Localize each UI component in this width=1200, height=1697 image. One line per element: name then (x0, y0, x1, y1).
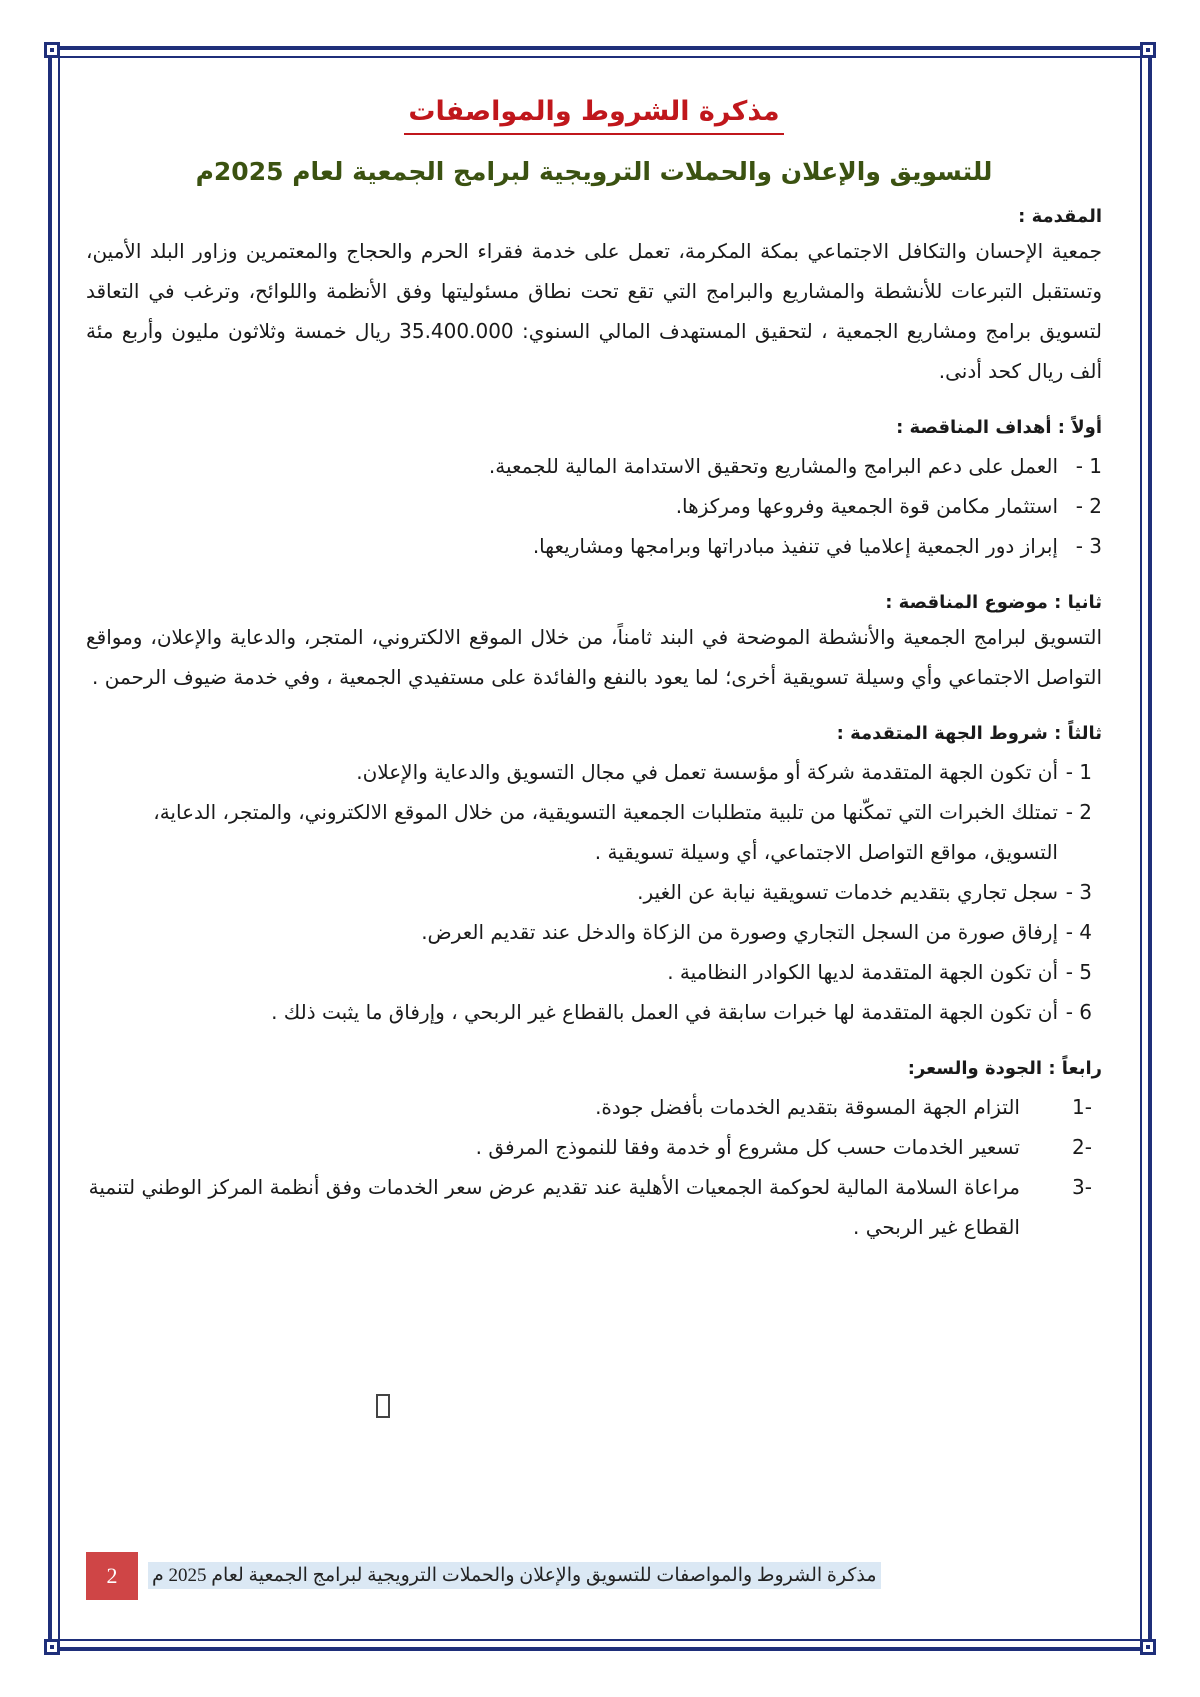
list-item (86, 446, 1102, 486)
item-number: 1 - (1065, 760, 1092, 784)
list-item (86, 872, 1102, 912)
conditions-section (86, 723, 1102, 1032)
list-item (86, 486, 1102, 526)
item-number: 2 - (1065, 800, 1092, 824)
list-item (86, 912, 1102, 952)
intro-paragraph: جمعية الإحسان والتكافل الاجتماعي بمكة المكرمة، تعمل على خدمة فقراء الحرم والحجاج والمعتمرين وزاور البلد الأمين، وتستقبل التبرعات للأنشطة والمشاريع والبرامج التي تقع تحت نطاق مسئوليتها وفق الأنظمة واللوائح، وترغب في التعاقد لتسويق برامج ومشاريع الجمعية ، لتحقيق المستهدف المالي السنوي: 35.400.000 ريال خمسة وثلاثون مليون وأربع مئة ألف ريال كحد أدنى. (86, 239, 1102, 383)
item-text: أن تكون الجهة المتقدمة لها خبرات سابقة في العمل بالقطاع غير الربحي ، وإرفاق ما يثبت ذلك . (271, 1000, 1058, 1024)
item-number: -1 (1072, 1095, 1092, 1119)
item-text: استثمار مكامن قوة الجمعية وفروعها ومركزها. (675, 494, 1058, 518)
subject-paragraph: التسويق لبرامج الجمعية والأنشطة الموضحة في البند ثامناً، من خلال الموقع الالكتروني، المتجر، والدعاية والإعلان، ومواقع التواصل الاجتماعي وأي وسيلة تسويقية أخرى؛ لما يعود بالنفع والفائدة على مستفيدي الجمعية ، وفي خدمة ضيوف الرحمن . (86, 625, 1102, 689)
subject-section (86, 592, 1102, 697)
item-text: أن تكون الجهة المتقدمة شركة أو مؤسسة تعمل في مجال التسويق والدعاية والإعلان. (356, 760, 1058, 784)
item-number: 2 - (1075, 494, 1102, 518)
section-heading: ثانيا : موضوع المناقصة : (885, 592, 1102, 613)
list-item (86, 792, 1102, 872)
item-text: إرفاق صورة من السجل التجاري وصورة من الزكاة والدخل عند تقديم العرض. (421, 920, 1058, 944)
section-heading: المقدمة : (1018, 206, 1102, 227)
document-body (86, 90, 1102, 1247)
section-heading: أولاً : أهداف المناقصة : (896, 417, 1102, 438)
border-corner-ornament (44, 42, 60, 58)
page-number: 2 (86, 1552, 138, 1600)
goals-section (86, 417, 1102, 566)
footer-text: مذكرة الشروط والمواصفات للتسويق والإعلان والحملات الترويجية لبرامج الجمعية لعام 2025 م (148, 1562, 881, 1589)
border-corner-ornament (44, 1639, 60, 1655)
item-number: -3 (1072, 1175, 1092, 1199)
item-text: مراعاة السلامة المالية لحوكمة الجمعيات الأهلية عند تقديم عرض سعر الخدمات وفق أنظمة المركز الوطني لتنمية القطاع غير الربحي . (88, 1175, 1020, 1239)
document-subtitle: للتسويق والإعلان والحملات الترويجية لبرامج الجمعية لعام 2025م (195, 157, 993, 186)
list-item (86, 1127, 1102, 1167)
quality-section (86, 1058, 1102, 1247)
list-item (86, 952, 1102, 992)
section-heading: رابعاً : الجودة والسعر: (907, 1058, 1102, 1079)
item-number: 3 - (1065, 880, 1092, 904)
item-text: أن تكون الجهة المتقدمة لديها الكوادر النظامية . (667, 960, 1058, 984)
list-item (86, 1167, 1102, 1247)
item-text: التزام الجهة المسوقة بتقديم الخدمات بأفضل جودة. (595, 1095, 1020, 1119)
item-text: سجل تجاري بتقديم خدمات تسويقية نيابة عن الغير. (637, 880, 1058, 904)
goals-list (86, 446, 1102, 566)
list-item (86, 1087, 1102, 1127)
item-text: تمتلك الخبرات التي تمكّنها من تلبية متطلبات الجمعية التسويقية، من خلال الموقع الالكتروني، والمتجر، الدعاية، التسويق، مواقع التواصل الاجتماعي، أي وسيلة تسويقية . (153, 800, 1058, 864)
border-corner-ornament (1140, 42, 1156, 58)
intro-section (86, 206, 1102, 391)
list-item (86, 526, 1102, 566)
item-number: 4 - (1065, 920, 1092, 944)
list-item (86, 752, 1102, 792)
item-number: 6 - (1065, 1000, 1092, 1024)
item-text: تسعير الخدمات حسب كل مشروع أو خدمة وفقا للنموذج المرفق . (475, 1135, 1020, 1159)
conditions-list (86, 752, 1102, 1032)
border-corner-ornament (1140, 1639, 1156, 1655)
document-title: مذكرة الشروط والمواصفات (86, 90, 1102, 135)
item-text: إبراز دور الجمعية إعلاميا في تنفيذ مبادراتها وبرامجها ومشاريعها. (532, 534, 1058, 558)
quality-list (86, 1087, 1102, 1247)
item-text: العمل على دعم البرامج والمشاريع وتحقيق الاستدامة المالية للجمعية. (488, 454, 1058, 478)
item-number: -2 (1072, 1135, 1092, 1159)
section-heading: ثالثاً : شروط الجهة المتقدمة : (836, 723, 1102, 744)
text-cursor-icon (376, 1394, 390, 1418)
item-number: 1 - (1075, 454, 1102, 478)
list-item (86, 992, 1102, 1032)
item-number: 5 - (1065, 960, 1092, 984)
item-number: 3 - (1075, 534, 1102, 558)
